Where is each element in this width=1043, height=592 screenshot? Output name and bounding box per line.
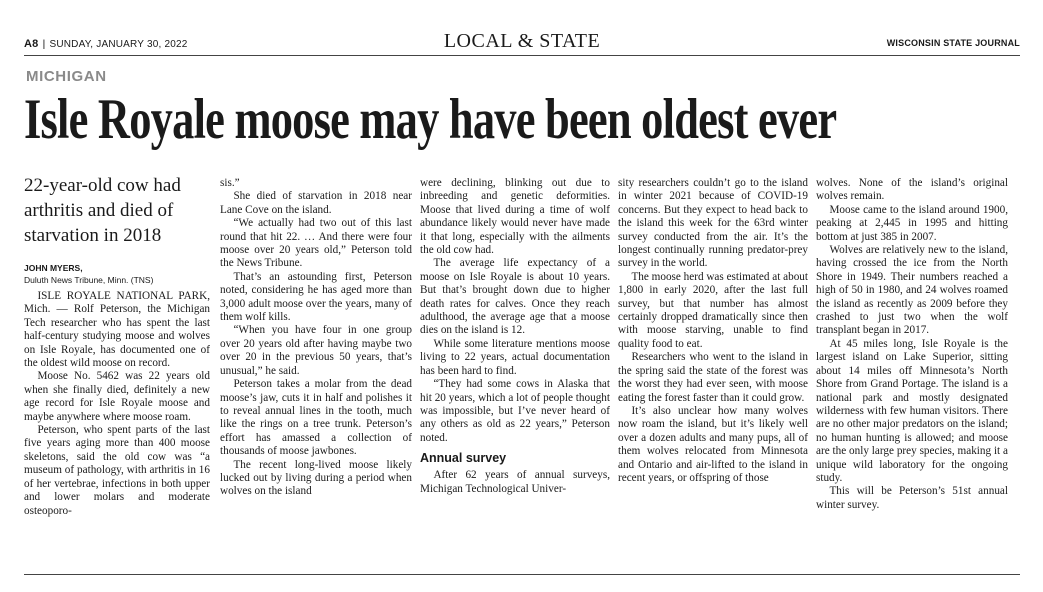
paragraph: It’s also unclear how many wolves now roam the island, but it’s likely well over a dozen adults and many pups, all of them wolves relocated from Minnesota and Ontario and air-lifted to the island in recent years, or offspring of those (618, 404, 808, 484)
column-5 (816, 177, 1008, 563)
paragraph-continued: were declining, blinking out due to inbreeding and genetic deformities. Moose that lived during a time of wolf abundance likely would never have made it that long, especially with the ailments the old cow had. (420, 177, 610, 257)
paragraph: Wolves are relatively new to the island, having crossed the ice from the North Shore in 1949. Their numbers reached a high of 50 in 1980, and 24 wolves roamed the island as recently as 2009 before they crashed to just two when the wolf transplant began in 2017. (816, 244, 1008, 337)
masthead (24, 30, 1020, 52)
paragraph: ISLE ROYALE NATIONAL PARK, Mich. — Rolf Peterson, the Michigan Tech researcher who has spent the last half-century studying moose and wolves on Isle Royale, has documented one of the oldest wild moose on record. (24, 290, 210, 370)
column-2 (220, 177, 412, 563)
paragraph: Researchers who went to the island in the spring said the state of the forest was the worst they had ever seen, with moose eating the forest faster than it could grow. (618, 351, 808, 404)
page-number: A8 (24, 38, 39, 50)
masthead-rule (24, 55, 1020, 56)
paragraph: “When you have four in one group over 20 years old after having maybe two over 20 in the previous 50 years, that’s unusual,” he said. (220, 324, 412, 377)
paragraph: Moose came to the island around 1900, peaking at 2,445 in 1995 and hitting bottom at just 385 in 2007. (816, 203, 1008, 243)
paragraph-continued: sity researchers couldn’t go to the island in winter 2021 because of COVID-19 concerns. But they expect to head back to the island this week for the 63rd winter survey conducted from the air. It’s the longest continually running predator-prey survey in the world. (618, 177, 808, 270)
paragraph: The moose herd was estimated at about 1,800 in early 2020, after the last full survey, but that number has almost certainly dropped dramatically since then with moose starving, unable to find quality food to eat. (618, 270, 808, 350)
paragraph-continued: wolves. None of the island’s original wolves remain. (816, 177, 1008, 203)
column-1 (24, 290, 210, 562)
headline: Isle Royale moose may have been oldest ever (24, 88, 837, 151)
kicker: MICHIGAN (26, 68, 107, 85)
paragraph: That’s an astounding first, Peterson noted, considering he has aged more than 3,000 adult moose over the years, many of them wolf kills. (220, 270, 412, 324)
separator: | (42, 39, 46, 50)
paragraph: Moose No. 5462 was 22 years old when she finally died, definitely a new age record for Isle Royale moose and maybe anywhere where moose roam. (24, 370, 210, 423)
paragraph: She died of starvation in 2018 near Lane Cove on the island. (220, 190, 412, 216)
byline-affiliation: Duluth News Tribune, Minn. (TNS) (24, 275, 154, 285)
paragraph: “They had some cows in Alaska that hit 20 years, which a lot of people thought was impossible, but I’ve never heard of any others as old as 22 years,” Peterson noted. (420, 378, 610, 444)
paragraph: While some literature mentions moose living to 22 years, actual documentation has been hard to find. (420, 337, 610, 377)
paragraph: “We actually had two out of this last round that hit 22. … And there were four moose over 20 years old,” Peterson told the News Tribune. (220, 217, 412, 270)
byline-author: JOHN MYERS, (24, 263, 83, 273)
paragraph-continued: sis.” (220, 177, 240, 189)
paragraph: Peterson, who spent parts of the last five years aging more than 400 moose skeletons, said the old cow was “a museum of pathology, with arthritis in 16 of her vertebrae, infections in both upper and lower molars and moderate osteoporo- (24, 424, 210, 517)
byline (24, 262, 210, 286)
column-4 (618, 177, 808, 563)
paragraph: This will be Peterson’s 51st annual winter survey. (816, 485, 1008, 511)
issue-date: SUNDAY, JANUARY 30, 2022 (49, 39, 188, 50)
section-title: LOCAL & STATE (443, 30, 601, 52)
subhead: Annual survey (420, 451, 507, 466)
paragraph: The average life expectancy of a moose on Isle Royale is about 10 years. But that’s brought down due to higher death rates for calves. Once they reach adulthood, the average age that a moose dies on the island is 12. (420, 257, 610, 337)
bottom-rule (24, 574, 1020, 575)
paragraph: After 62 years of annual surveys, Michigan Technological Univer- (420, 469, 610, 495)
paragraph: At 45 miles long, Isle Royale is the largest island on Lake Superior, sitting about 14 miles off Minnesota’s North Shore from Grand Portage. The island is a national park and mostly designated wilderness with few human visitors. There are no other major predators on the island; no human hunting is allowed; and moose are the only large prey species, making it a unique wild laboratory for the ongoing study. (816, 337, 1008, 484)
deck: 22-year-old cow had arthritis and died of starvation in 2018 (24, 175, 181, 246)
paragraph: Peterson takes a molar from the dead moose’s jaw, cuts it in half and polishes it to reveal annual lines in the tooth, much like the rings on a tree trunk. Peterson’s effort has amassed a collection of thousands of moose jawbones. (220, 378, 412, 458)
publication-name: WISCONSIN STATE JOURNAL (886, 38, 1020, 48)
column-3 (420, 177, 610, 563)
paragraph: The recent long-lived moose likely lucked out by living during a period when wolves on the island (220, 458, 412, 498)
